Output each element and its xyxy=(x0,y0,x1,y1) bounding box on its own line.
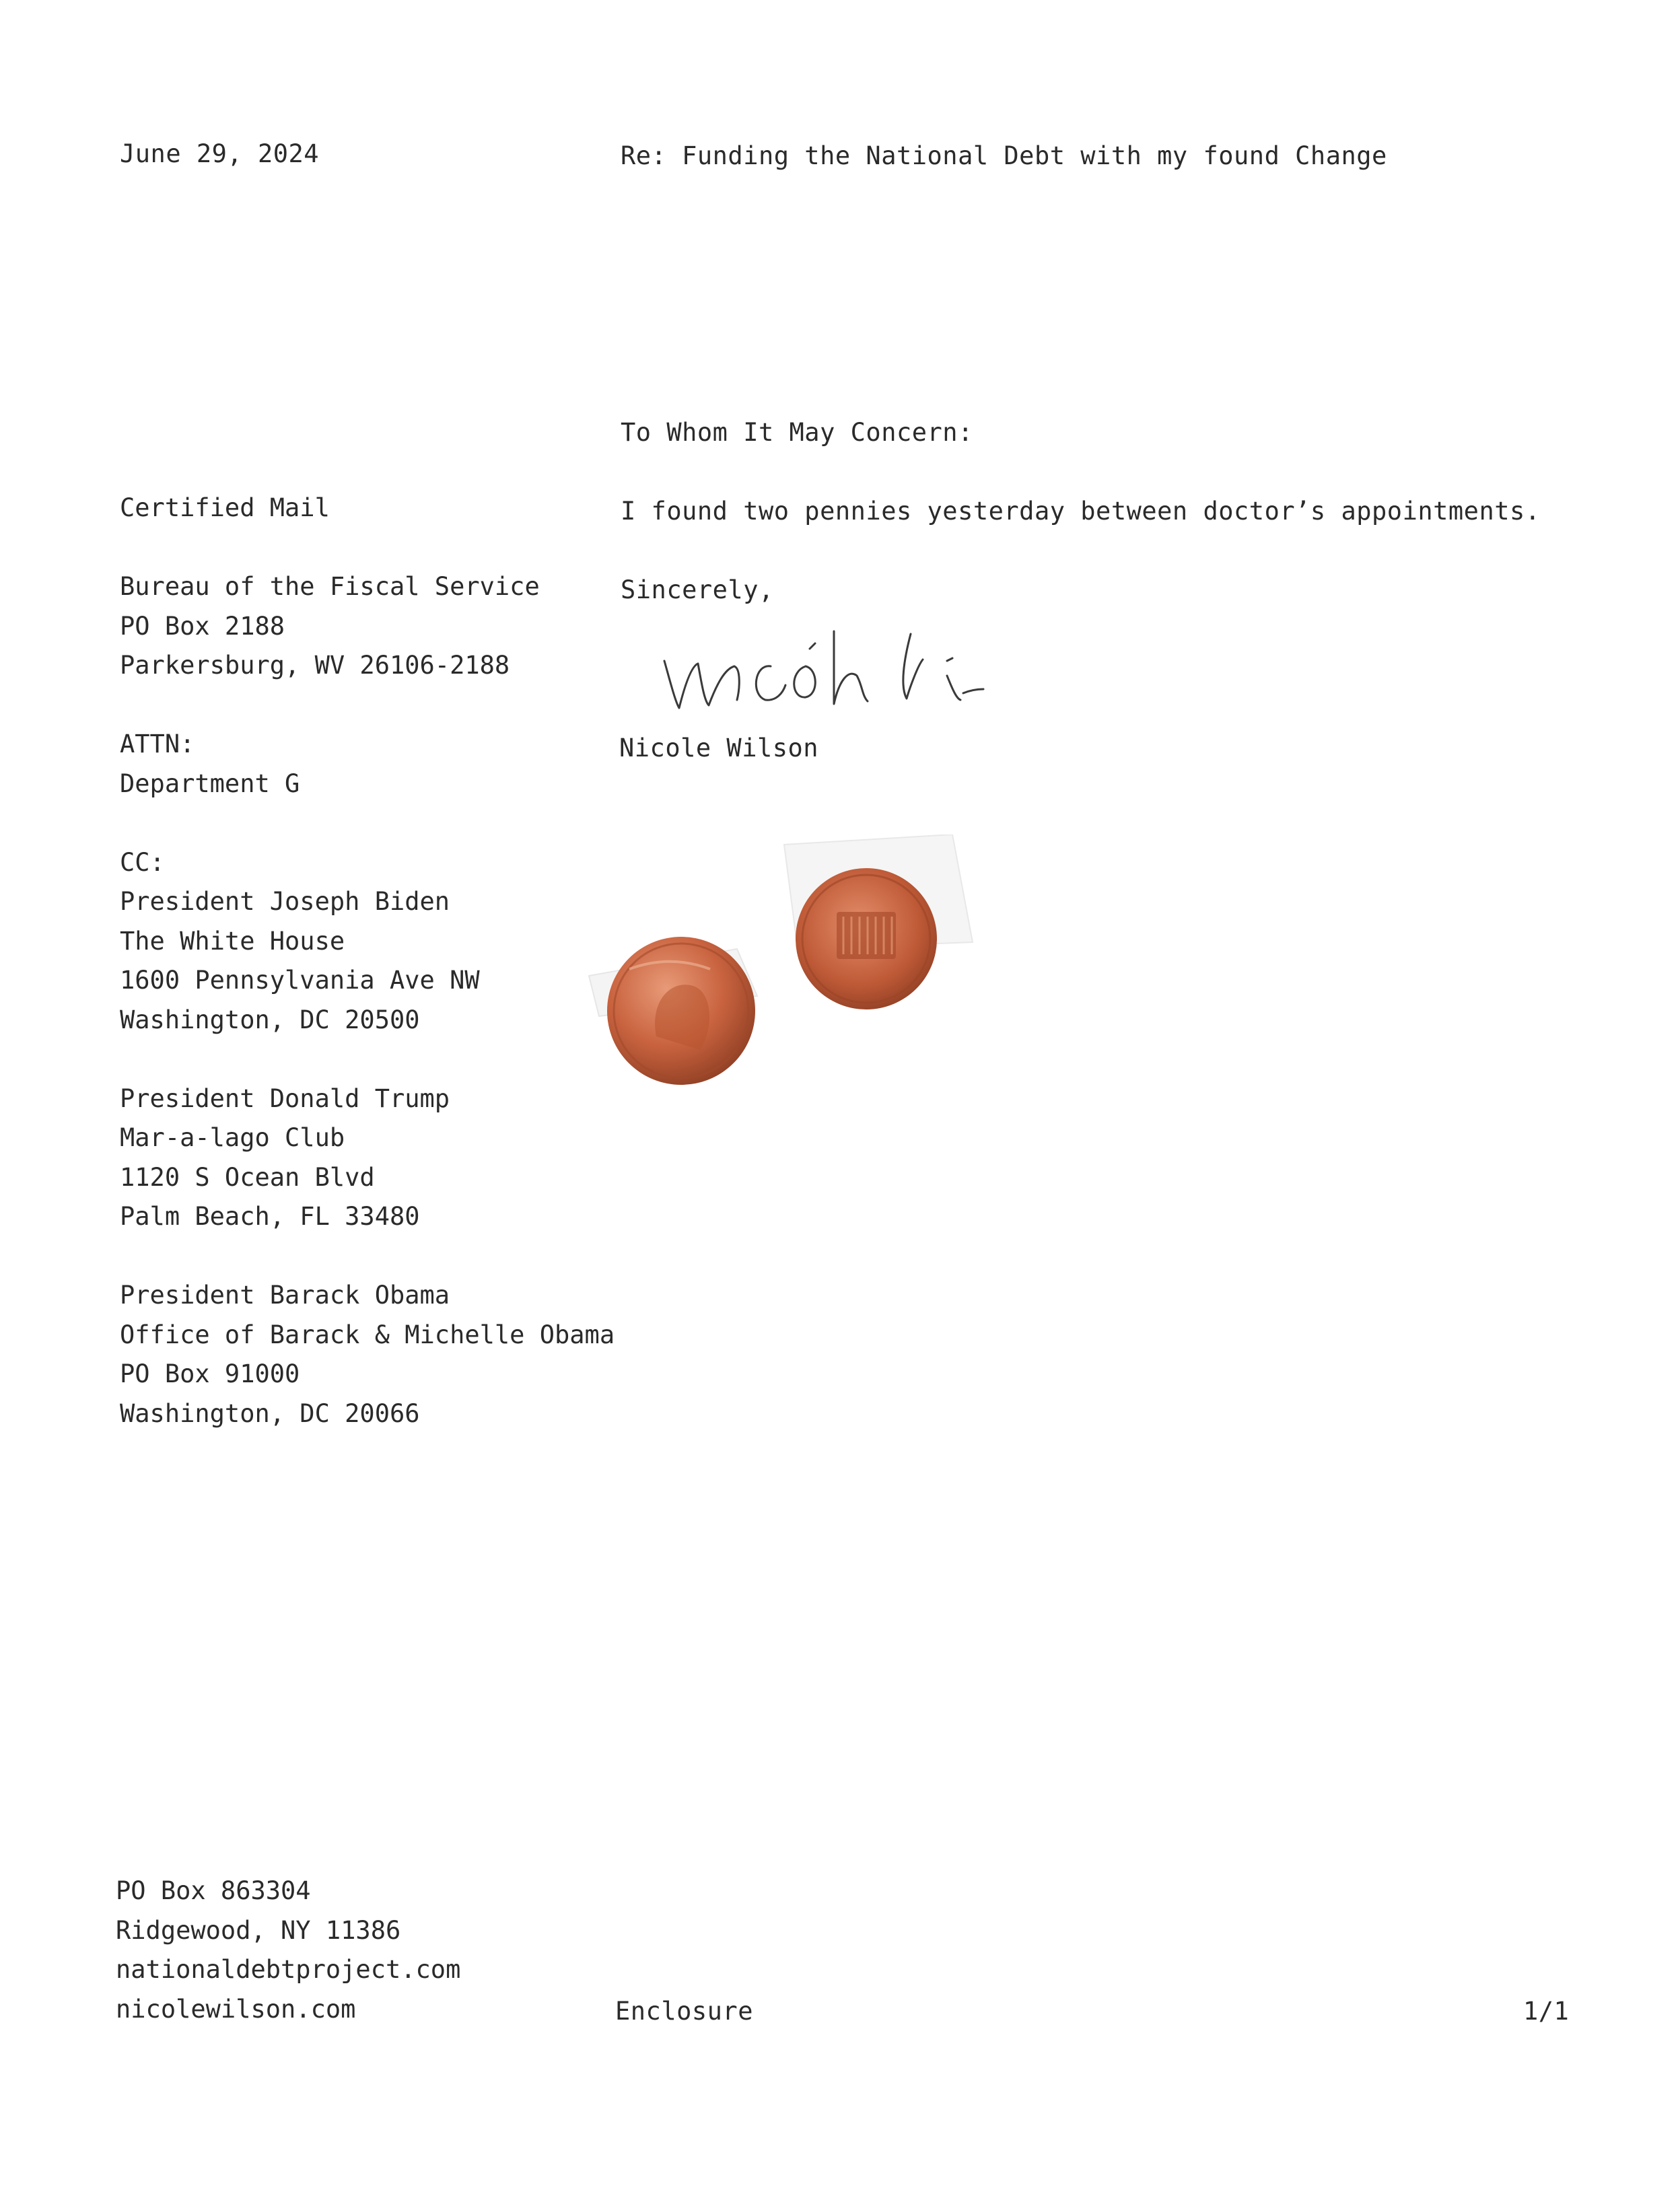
cc-address-line: President Donald Trump xyxy=(120,1083,450,1113)
cc-address-line: President Barack Obama xyxy=(120,1281,450,1310)
cc-address-line: Mar-a-lago Club xyxy=(120,1123,345,1152)
address-column xyxy=(120,489,615,1433)
cc-address-line: PO Box 91000 xyxy=(120,1359,300,1388)
page-number: 1/1 xyxy=(1523,1997,1570,2026)
sender-po-box: PO Box 863304 xyxy=(116,1876,311,1905)
enclosed-pennies xyxy=(575,834,993,1104)
recipient-line: Bureau of the Fiscal Service xyxy=(120,572,540,601)
attn-department: Department G xyxy=(120,769,300,798)
cc-address-line: Washington, DC 20500 xyxy=(120,1005,420,1034)
cc-address-line: 1600 Pennsylvania Ave NW xyxy=(120,966,480,995)
recipient-line: PO Box 2188 xyxy=(120,611,285,641)
penny-reverse xyxy=(796,868,937,1009)
handwritten-signature xyxy=(656,619,986,720)
subject-line: Re: Funding the National Debt with my found Change xyxy=(621,141,1387,170)
closing: Sincerely, xyxy=(621,575,774,604)
enclosure-note: Enclosure xyxy=(615,1997,753,2026)
sender-website: nationaldebtproject.com xyxy=(116,1955,461,1984)
letter-body: I found two pennies yesterday between doctor’s appointments. xyxy=(621,497,1541,526)
cc-address-line: Washington, DC 20066 xyxy=(120,1398,420,1428)
signer-name: Nicole Wilson xyxy=(619,734,819,762)
sender-footer xyxy=(116,1872,460,2029)
cc-address-line: 1120 S Ocean Blvd xyxy=(120,1162,375,1192)
cc-address-line: The White House xyxy=(120,926,345,956)
attn-label: ATTN: xyxy=(120,730,195,758)
cc-label: CC: xyxy=(120,847,165,877)
sender-website: nicolewilson.com xyxy=(116,1994,356,2024)
letter-date: June 29, 2024 xyxy=(120,139,320,168)
sender-city: Ridgewood, NY 11386 xyxy=(116,1915,401,1945)
penny-obverse xyxy=(607,937,755,1085)
cc-address-line: Office of Barack & Michelle Obama xyxy=(120,1320,615,1349)
mail-type: Certified Mail xyxy=(120,493,330,522)
cc-address-line: Palm Beach, FL 33480 xyxy=(120,1202,420,1231)
recipient-line: Parkersburg, WV 26106-2188 xyxy=(120,651,510,680)
salutation: To Whom It May Concern: xyxy=(621,418,973,447)
cc-address-line: President Joseph Biden xyxy=(120,887,450,916)
